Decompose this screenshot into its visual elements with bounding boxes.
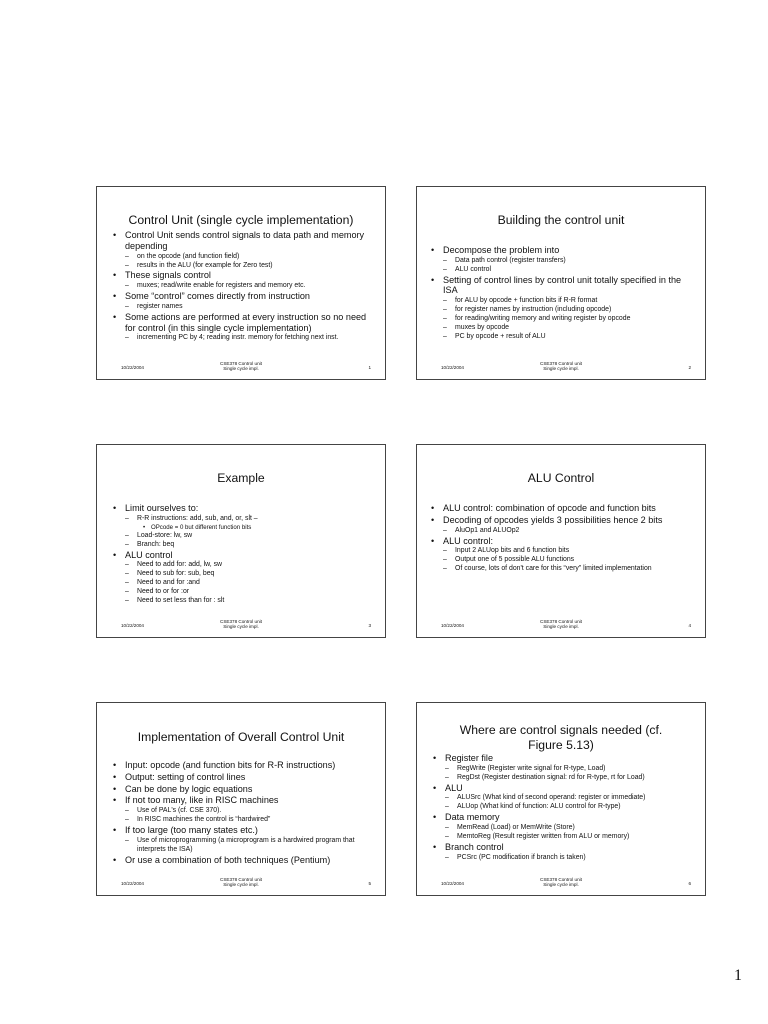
slide-bullets [429, 245, 697, 342]
sub-bullet-item: – Need to sub for: sub, beq [111, 570, 377, 579]
bullet-item: • Can be done by logic equations [111, 784, 377, 795]
sub-bullet-item: – PC by opcode + result of ALU [429, 333, 697, 342]
bullet-item: • Register file [431, 753, 697, 764]
bullet-item: • Or use a combination of both techniques (Pentium) [111, 855, 377, 866]
sub-bullet-item: – Input 2 ALUop bits and 6 function bits [429, 547, 697, 556]
page-number: 1 [734, 967, 742, 984]
bullet-item: • Branch control [431, 842, 697, 853]
slide-footer [97, 619, 385, 633]
sub-bullet-item: – ALUSrc (What kind of second operand: register or immediate) [431, 794, 697, 803]
footer-course-line-2: Single cycle impl. [543, 882, 579, 888]
bullet-item: • These signals control [111, 270, 377, 281]
sub-bullet-item: – on the opcode (and function field) [111, 253, 377, 262]
slide-4 [416, 444, 706, 638]
sub-bullet-item: – Need to set less than for : slt [111, 597, 377, 606]
footer-course-line-2: Single cycle impl. [543, 624, 579, 630]
footer-course [417, 619, 705, 630]
footer-course [97, 877, 385, 888]
sub-bullet-item: – ALU control [429, 266, 697, 275]
footer-course-line-1: CSE378 Control unit [540, 877, 582, 882]
footer-date: 10/22/2004 [121, 623, 144, 628]
bullet-item: • ALU control [111, 550, 377, 561]
bullet-item: • Decompose the problem into [429, 245, 697, 256]
bullet-item: • If not too many, like in RISC machines [111, 795, 377, 806]
bullet-item: • Setting of control lines by control unit totally specified in the ISA [429, 275, 697, 297]
sub-bullet-item: – RegDst (Register destination signal: rd for R-type, rt for Load) [431, 774, 697, 783]
footer-date: 10/22/2004 [121, 881, 144, 886]
footer-course-line-1: CSE378 Control unit [220, 619, 262, 624]
slide-3 [96, 444, 386, 638]
slide-number: 3 [368, 623, 371, 628]
footer-date: 10/22/2004 [441, 623, 464, 628]
footer-course [417, 877, 705, 888]
bullet-item: • Decoding of opcodes yields 3 possibilities hence 2 bits [429, 515, 697, 526]
slide-footer [417, 877, 705, 891]
sub-bullet-item: – incrementing PC by 4; reading instr. memory for fetching next inst. [111, 334, 377, 343]
slide-number: 1 [368, 365, 371, 370]
bullet-item: • Control Unit sends control signals to data path and memory depending [111, 230, 377, 252]
footer-course [97, 619, 385, 630]
sub-bullet-item: – register names [111, 303, 377, 312]
slide-title: Implementation of Overall Control Unit [137, 730, 345, 744]
sub-bullet-item: – ALUop (What kind of function: ALU control for R-type) [431, 803, 697, 812]
slide-title: Control Unit (single cycle implementation) [128, 213, 354, 227]
bullet-item: • Some actions are performed at every instruction so no need for control (in this single cycle implementation) [111, 312, 377, 334]
sub-bullet-item: – Use of microprogramming (a microprogram is a hardwired program that interprets the ISA) [111, 837, 377, 855]
footer-course-line-1: CSE378 Control unit [220, 877, 262, 882]
slide-bullets [111, 503, 377, 606]
slide-footer [97, 361, 385, 375]
sub-bullet-item: – muxes; read/write enable for registers and memory etc. [111, 282, 377, 291]
footer-date: 10/22/2004 [441, 881, 464, 886]
footer-course-line-1: CSE378 Control unit [540, 361, 582, 366]
bullet-item: • If too large (too many states etc.) [111, 825, 377, 836]
slide-number: 5 [368, 881, 371, 886]
sub-bullet-item: – MemtoReg (Result register written from ALU or memory) [431, 833, 697, 842]
bullet-item: • Some “control” comes directly from instruction [111, 291, 377, 302]
slide-2 [416, 186, 706, 380]
slide-footer [97, 877, 385, 891]
sub-bullet-item: – for register names by instruction (including opcode) [429, 306, 697, 315]
sub-bullet-item: – Need to add for: add, lw, sw [111, 561, 377, 570]
footer-course [97, 361, 385, 372]
footer-date: 10/22/2004 [121, 365, 144, 370]
bullet-item: • Output: setting of control lines [111, 772, 377, 783]
slide-title: Example [217, 471, 265, 485]
slide-number: 4 [688, 623, 691, 628]
bullet-item: • Data memory [431, 812, 697, 823]
footer-course [417, 361, 705, 372]
slide-number: 6 [688, 881, 691, 886]
slide-1 [96, 186, 386, 380]
sub-bullet-item: – R-R instructions: add, sub, and, or, slt – [111, 515, 377, 524]
slide-footer [417, 361, 705, 375]
bullet-item: • ALU [431, 783, 697, 794]
footer-course-line-2: Single cycle impl. [223, 624, 259, 630]
sub-bullet-item: – results in the ALU (for example for Zero test) [111, 262, 377, 271]
slide-number: 2 [688, 365, 691, 370]
slide-bullets [111, 230, 377, 343]
footer-course-line-2: Single cycle impl. [223, 882, 259, 888]
footer-course-line-2: Single cycle impl. [543, 366, 579, 372]
sub-bullet-item: – In RISC machines the control is “hardwired” [111, 816, 377, 825]
sub-bullet-item: – Need to or for :or [111, 588, 377, 597]
sub-bullet-item: – Use of PAL's (cf. CSE 370). [111, 807, 377, 816]
bullet-item: • ALU control: combination of opcode and function bits [429, 503, 697, 514]
slide-title: Where are control signals needed (cf. Figure 5.13) [459, 723, 663, 752]
slide-footer [417, 619, 705, 633]
sub-sub-bullet-item: • OPcode = 0 but different function bits [111, 524, 377, 532]
footer-course-line-2: Single cycle impl. [223, 366, 259, 372]
footer-date: 10/22/2004 [441, 365, 464, 370]
sub-bullet-item: – Branch: beq [111, 541, 377, 550]
slide-bullets [429, 503, 697, 574]
sub-bullet-item: – for reading/writing memory and writing register by opcode [429, 315, 697, 324]
slide-5 [96, 702, 386, 896]
sub-bullet-item: – Output one of 5 possible ALU functions [429, 556, 697, 565]
slide-title: ALU Control [527, 471, 595, 485]
sub-bullet-item: – for ALU by opcode + function bits if R-R format [429, 297, 697, 306]
bullet-item: • Input: opcode (and function bits for R-R instructions) [111, 760, 377, 771]
slide-6 [416, 702, 706, 896]
slide-bullets [111, 760, 377, 866]
bullet-item: • ALU control: [429, 536, 697, 547]
sub-bullet-item: – MemRead (Load) or MemWrite (Store) [431, 824, 697, 833]
sub-bullet-item: – PCSrc (PC modification if branch is taken) [431, 854, 697, 863]
sub-bullet-item: – Need to and for :and [111, 579, 377, 588]
sub-bullet-item: – AluOp1 and ALUOp2 [429, 527, 697, 536]
slide-title: Building the control unit [497, 213, 625, 227]
sub-bullet-item: – RegWrite (Register write signal for R-type, Load) [431, 765, 697, 774]
slide-bullets [431, 753, 697, 863]
bullet-item: • Limit ourselves to: [111, 503, 377, 514]
sub-bullet-item: – Of course, lots of don't care for this “very” limited implementation [429, 565, 697, 574]
footer-course-line-1: CSE378 Control unit [220, 361, 262, 366]
sub-bullet-item: – muxes by opcode [429, 324, 697, 333]
footer-course-line-1: CSE378 Control unit [540, 619, 582, 624]
sub-bullet-item: – Data path control (register transfers) [429, 257, 697, 266]
sub-bullet-item: – Load-store: lw, sw [111, 532, 377, 541]
